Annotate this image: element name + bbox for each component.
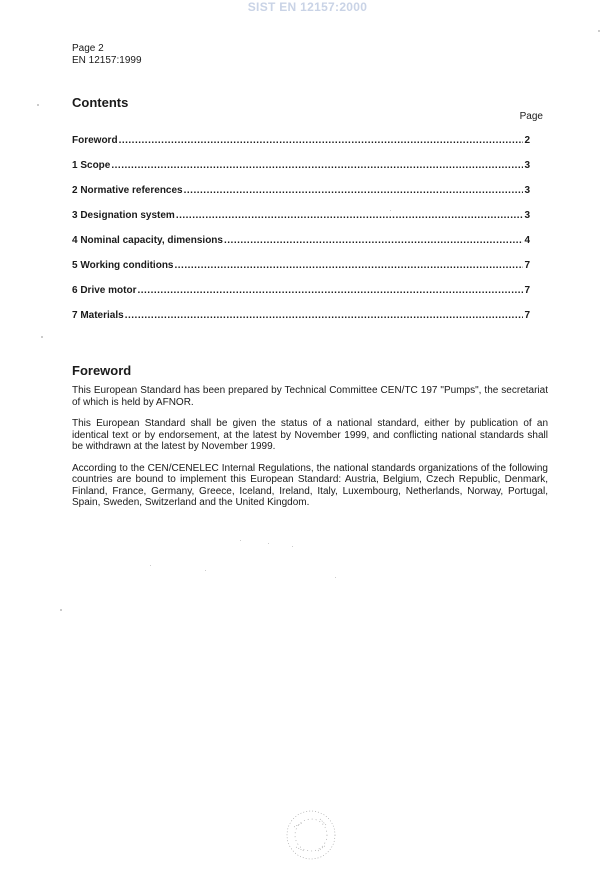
standard-id: EN 12157:1999 (72, 55, 142, 66)
page-column-label: Page (519, 111, 543, 122)
toc-entry[interactable] (72, 135, 530, 160)
foreword-paragraph: This European Standard has been prepared by Technical Committee CEN/TC 197 "Pumps", the secretariat of which is held by AFNOR. (72, 385, 548, 408)
toc-entry-title: 3 Designation system (72, 210, 175, 221)
toc-entry-page: 3 (524, 160, 530, 171)
scan-speck (335, 577, 336, 578)
toc-leader-dots (125, 310, 524, 321)
toc-leader-dots (111, 160, 523, 171)
toc-entry[interactable] (72, 160, 530, 185)
scan-speck (240, 540, 241, 541)
toc-entry-page: 3 (524, 185, 530, 196)
scan-speck (205, 570, 206, 571)
toc-entry[interactable] (72, 185, 530, 210)
scan-speck (150, 565, 151, 566)
scan-speck (37, 104, 39, 106)
toc-entry[interactable] (72, 285, 530, 310)
page-header (72, 43, 142, 67)
toc-entry-title: Foreword (72, 135, 118, 146)
scan-speck (390, 210, 391, 211)
page-number: Page 2 (72, 43, 104, 54)
toc-leader-dots (184, 185, 524, 196)
toc-entry-title: 2 Normative references (72, 185, 183, 196)
foreword-body (72, 385, 548, 519)
scan-speck (268, 543, 269, 544)
toc-entry-title: 5 Working conditions (72, 260, 174, 271)
toc-entry-page: 7 (524, 310, 530, 321)
watermark: SIST EN 12157:2000 (247, 0, 368, 14)
toc-leader-dots (137, 285, 523, 296)
toc-entry[interactable] (72, 235, 530, 260)
foreword-paragraph: According to the CEN/CENELEC Internal Regulations, the national standards organizations of the following countries are bound to implement this European Standard: Austria, Belgium, Czech Republic, Denmark, Finland, France, Germany, Greece, Iceland, Ireland, Italy, Luxembourg, Netherlands, Norway, Portugal, Spain, Sweden, Switzerland and the United Kingdom. (72, 462, 548, 508)
toc-entry-title: 6 Drive motor (72, 285, 137, 296)
toc-entry-title: 7 Materials (72, 310, 124, 321)
contents-heading: Contents (72, 95, 129, 110)
scan-speck (598, 30, 600, 32)
toc-entry[interactable] (72, 310, 530, 335)
toc-entry-page: 2 (524, 135, 530, 146)
toc-leader-dots (224, 235, 523, 246)
toc-leader-dots (119, 135, 524, 146)
toc-entry-page: 3 (524, 210, 530, 221)
toc-entry-page: 7 (524, 285, 530, 296)
toc-entry-page: 7 (524, 260, 530, 271)
toc-entry[interactable] (72, 260, 530, 285)
toc-leader-dots (176, 210, 524, 221)
table-of-contents (72, 135, 530, 335)
toc-entry-title: 1 Scope (72, 160, 111, 171)
toc-leader-dots (174, 260, 523, 271)
toc-entry[interactable] (72, 210, 530, 235)
scan-speck (292, 546, 293, 547)
scan-speck (60, 609, 62, 611)
foreword-paragraph: This European Standard shall be given the status of a national standard, either by publication of an identical text or by endorsement, at the latest by November 1999, and conflicting national standards shall be withdrawn at the latest by November 1999. (72, 418, 548, 452)
scan-speck (41, 336, 43, 338)
scan-stamp-mark (282, 805, 340, 865)
toc-entry-title: 4 Nominal capacity, dimensions (72, 235, 223, 246)
toc-entry-page: 4 (524, 235, 530, 246)
foreword-heading: Foreword (72, 363, 132, 378)
